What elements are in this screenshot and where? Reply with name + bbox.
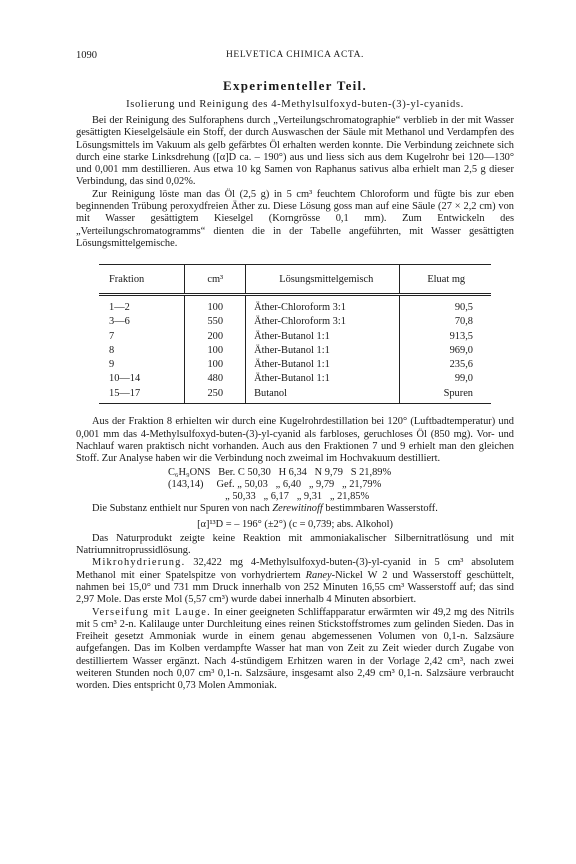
- journal-page: [76, 50, 514, 693]
- table-row: [99, 329, 491, 343]
- paragraph-purification: Zur Reinigung löste man das Öl (2,5 g) in 5 cm³ feuchtem Chloroform und fügte bis zur eben beginnenden Trübung peroxydfreien Äther zu. Diese Lösung goss man auf eine Säule (27 × 2,2 cm) von mit Wasser gesättigtem Kieselgel (Korngrösse 0,1 mm). Zum Entwickeln des „Verteilungschromatogramms“ dienten die in der Tabelle angeführten, mit Wasser gesättigten Lösungsmittelgemische.: [76, 188, 514, 249]
- cell-volume: 100: [185, 295, 246, 315]
- cell-eluate: 235,6: [400, 357, 491, 371]
- page-number: 1090: [76, 50, 97, 61]
- optical-rotation: [α]¹³D = – 196° (±2°) (c = 0,739; abs. Alkohol): [197, 518, 393, 530]
- paragraph-microhydrogenation: [76, 557, 514, 606]
- journal-name: HELVETICA CHIMICA ACTA.: [225, 50, 365, 60]
- cell-solvent: Äther-Chloroform 3:1: [246, 295, 400, 315]
- subsection-title: Isolierung und Reinigung des 4-Methylsulfoxyd-buten-(3)-yl-cyanids.: [126, 99, 464, 110]
- cell-volume: 100: [185, 343, 246, 357]
- analysis-row-calculated: C₆H₉ONS Ber. C 50,30 H 6,34 N 9,79 S 21,89%: [168, 466, 392, 478]
- cell-fraktion: 10—14: [109, 373, 141, 385]
- column-header-eluate: Eluat mg: [400, 265, 491, 295]
- table-row: [99, 386, 491, 404]
- table-row: [99, 357, 491, 371]
- column-header-solvent: Lösungsmittelgemisch: [246, 265, 400, 295]
- column-header-volume: cm³: [185, 265, 246, 295]
- table-row: [99, 315, 491, 329]
- hydrogen-text-prefix: Die Substanz enthielt nur Spuren von nach: [92, 503, 273, 515]
- paragraph-distillation: Aus der Fraktion 8 erhielten wir durch eine Kugelrohrdestillation bei 120° (Luftbadtemperatur) und 0,001 mm das 4-Methylsulfoxyd-buten-(3)-yl-cyanid als farbloses, geruchloses Öl (850 mg). Vor- und Nachlauf waren praktisch nicht vorhanden. Auch aus den Fraktionen 7 und 9 erhielt man den gleichen Stoff. Zur Analyse haben wir die Verbindung noch zweimal im Hochvakuum destilliert.: [76, 416, 514, 465]
- paragraph-saponification: [76, 607, 514, 693]
- cell-fraktion: 8: [109, 344, 115, 356]
- cell-solvent: Äther-Chloroform 3:1: [246, 315, 400, 329]
- cell-volume: 480: [185, 372, 246, 386]
- label-mikrohydrierung: Mikrohydrierung.: [92, 557, 186, 569]
- cell-fraktion: 1—2: [109, 301, 130, 313]
- cell-volume: 250: [185, 386, 246, 404]
- author-name-raney: Raney: [305, 569, 332, 581]
- section-title: Experimenteller Teil.: [222, 78, 368, 93]
- cell-eluate: 70,8: [400, 315, 491, 329]
- table-header-row: [99, 265, 491, 295]
- analysis-row-found-2: „ 50,33 „ 6,17 „ 9,31 „ 21,85%: [168, 491, 370, 503]
- cell-fraktion: 15—17: [99, 386, 185, 404]
- cell-solvent: Äther-Butanol 1:1: [246, 372, 400, 386]
- cell-eluate: 99,0: [400, 372, 491, 386]
- analysis-row-found-1: (143,14) Gef. „ 50,03 „ 6,40 „ 9,79 „ 21,79%: [168, 478, 382, 490]
- cell-fraktion: 9: [109, 359, 115, 371]
- hydrogenation-text-b: -Nickel W 2 und Wasserstoff geschüttelt, nahmen bei 15,0° und 731 mm Druck innerhalb von 252 Minuten 16,55 cm³ Wasserstoff auf; das sind 2,97 Mole. Das erste Mol (5,57 cm³) wurde dabei innerhalb 4 Minuten absorbiert.: [76, 569, 514, 606]
- cell-fraktion: 7: [109, 330, 115, 342]
- cell-volume: 100: [185, 357, 246, 371]
- paragraph-hydrogen-content: [76, 503, 514, 515]
- cell-solvent: Äther-Butanol 1:1: [246, 329, 400, 343]
- cell-eluate: 969,0: [400, 343, 491, 357]
- cell-fraktion: 3—6: [109, 316, 130, 328]
- saponification-text: In einer geeigneten Schliffapparatur erwärmten wir 49,2 mg des Nitrils mit 5 cm³ 2-n. Kalilauge unter Durchleitung eines reinen Stickstoffstromes zum gelinden Sieden. Das in Freiheit gesetzt Ammoniak wurde in einem genau abgemessenen Volumen von 0,1-n. Salzsäure aufgefangen. Das im Kolben verdampfte Wasser hat man von Zeit zu Zeit wieder durch Zugabe von destilliertem Wasser ergänzt. Nach 4-stündigem Erhitzen waren in der Vorlage 2,42 cm³, nach zwei weiteren Stunden noch 0,07 cm³ 0,1-n. Salzsäure, insgesamt also 2,49 cm³ 0,1-n. Salzsäure verbraucht worden. Dies entspricht 0,73 Molen Ammoniak.: [76, 606, 514, 692]
- author-name-zerewitinoff: Zerewitinoff: [272, 503, 323, 515]
- table-row: [99, 343, 491, 357]
- cell-eluate: 913,5: [400, 329, 491, 343]
- cell-eluate: 90,5: [400, 295, 491, 315]
- running-head: [76, 50, 514, 64]
- cell-solvent: Äther-Butanol 1:1: [246, 343, 400, 357]
- cell-eluate: Spuren: [400, 386, 491, 404]
- hydrogen-text-suffix: bestimmbaren Wasserstoff.: [322, 503, 438, 515]
- paragraph-isolation: Bei der Reinigung des Sulforaphens durch „Verteilungschromatographie“ verblieb in der mit Wasser gesättigten Kieselgelsäule ein Stoff, der durch Auswaschen der Säule mit Methanol und Verdampfen des Lösungsmittels im Vakuum als gelb gefärbtes Öl erhalten werden konnte. Die Verbindung zeichnete sich durch eine starke Linksdrehung ([α]D ca. – 190°) aus und liess sich aus dem Kugelrohr bei 120—130° und 0,001 mm destillieren. Aus etwa 10 kg Samen von Raphanus sativus alba erhielt man 2,5 g dieser Verbindung, das sind 0,02%.: [76, 115, 514, 188]
- fraction-table: [99, 264, 491, 404]
- cell-volume: 200: [185, 329, 246, 343]
- cell-volume: 550: [185, 315, 246, 329]
- table-row: [99, 372, 491, 386]
- paragraph-reactions: Das Naturprodukt zeigte keine Reaktion mit ammoniakalischer Silbernitratlösung und mit Natriumnitroprussidlösung.: [76, 532, 514, 557]
- elemental-analysis: [168, 467, 514, 504]
- column-header-fraktion: Fraktion: [99, 265, 185, 295]
- hydrogenation-text-a: 32,422 mg 4-Methylsulfoxyd-buten-(3)-yl-cyanid in 5 cm³ absolutem Methanol mit einer Spatelspitze von vorhydriertem: [76, 557, 514, 581]
- cell-solvent: Äther-Butanol 1:1: [246, 357, 400, 371]
- table-row: [99, 295, 491, 315]
- cell-solvent: Butanol: [246, 386, 400, 404]
- label-verseifung: Verseifung mit Lauge.: [92, 606, 211, 618]
